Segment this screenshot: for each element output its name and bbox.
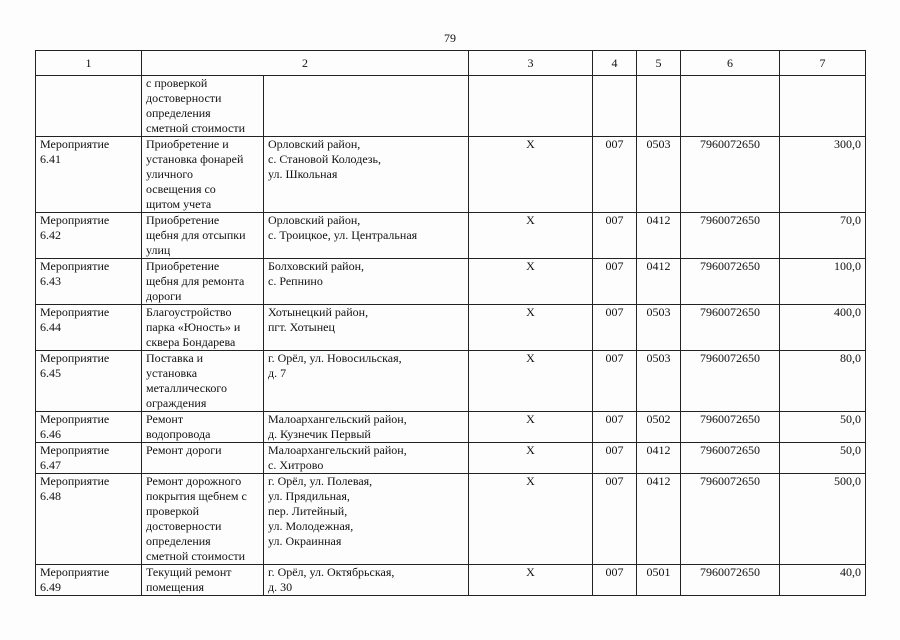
col4-cell: 007 (593, 259, 637, 305)
table-row (36, 305, 866, 351)
measure-id-cell-line: Мероприятие (40, 443, 110, 457)
measure-id-cell-line: 6.46 (40, 427, 61, 441)
measure-address-cell-line: с. Репнино (268, 274, 323, 288)
measure-address-cell (264, 213, 469, 259)
measure-address-cell-line: ул. Прядильная, (268, 489, 350, 503)
table-row (36, 76, 866, 137)
table-row (36, 474, 866, 565)
col6-cell: 7960072650 (681, 259, 780, 305)
header-col-7: 7 (780, 51, 866, 76)
measure-id-cell (36, 474, 142, 565)
measure-address-cell-line: д. 7 (268, 366, 287, 380)
measure-name-cell-line: щитом учета (146, 197, 212, 211)
table-row (36, 213, 866, 259)
measure-address-cell-line: с. Становой Колодезь, (268, 152, 381, 166)
amount-cell: 70,0 (780, 213, 866, 259)
measure-name-cell-line: установка фонарей (146, 152, 244, 166)
measure-address-cell (264, 305, 469, 351)
col3-cell: X (469, 305, 593, 351)
header-col-4: 4 (593, 51, 637, 76)
measure-address-cell-line: д. 30 (268, 580, 293, 594)
measure-id-cell (36, 412, 142, 443)
col4-cell: 007 (593, 474, 637, 565)
measure-name-cell (142, 259, 264, 305)
col5-cell: 0412 (637, 474, 681, 565)
col4-cell: 007 (593, 565, 637, 596)
header-col-2: 2 (142, 51, 469, 76)
col5-cell (637, 76, 681, 137)
measure-id-cell-line: 6.49 (40, 580, 61, 594)
measure-name-cell (142, 76, 264, 137)
table-row (36, 259, 866, 305)
measure-name-cell-line: достоверности (146, 519, 222, 533)
amount-cell: 500,0 (780, 474, 866, 565)
table-row (36, 565, 866, 596)
measure-address-cell (264, 76, 469, 137)
col5-cell: 0501 (637, 565, 681, 596)
measure-id-cell-line: 6.45 (40, 366, 61, 380)
measure-name-cell (142, 213, 264, 259)
measure-name-cell-line: проверкой (146, 504, 199, 518)
measure-name-cell (142, 351, 264, 412)
col6-cell: 7960072650 (681, 137, 780, 213)
measure-id-cell (36, 259, 142, 305)
measure-id-cell-line: Мероприятие (40, 305, 110, 319)
measure-id-cell-line: Мероприятие (40, 259, 110, 273)
amount-cell (780, 76, 866, 137)
measure-name-cell-line: ограждения (146, 396, 207, 410)
measure-address-cell-line: д. Кузнечик Первый (268, 427, 371, 441)
page-number: 79 (444, 31, 456, 45)
col6-cell (681, 76, 780, 137)
col3-cell: X (469, 259, 593, 305)
measure-name-cell-line: Благоустройство (146, 305, 232, 319)
measure-id-cell (36, 137, 142, 213)
measure-name-cell-line: парка «Юность» и (146, 320, 241, 334)
measure-address-cell (264, 565, 469, 596)
measure-id-cell (36, 305, 142, 351)
measure-name-cell (142, 137, 264, 213)
measure-address-cell-line: ул. Окраинная (268, 534, 342, 548)
col5-cell: 0502 (637, 412, 681, 443)
col3-cell: X (469, 351, 593, 412)
measure-address-cell-line: с. Троицкое, ул. Центральная (268, 228, 418, 242)
table-row (36, 443, 866, 474)
header-col-3: 3 (469, 51, 593, 76)
col5-cell: 0503 (637, 305, 681, 351)
amount-cell: 40,0 (780, 565, 866, 596)
measure-address-cell (264, 351, 469, 412)
col4-cell: 007 (593, 305, 637, 351)
measure-name-cell-line: Ремонт дороги (146, 443, 222, 457)
measure-id-cell-line: 6.43 (40, 274, 61, 288)
measure-id-cell-line: 6.47 (40, 458, 61, 472)
measure-name-cell-line: дороги (146, 289, 182, 303)
amount-cell: 100,0 (780, 259, 866, 305)
amount-cell: 400,0 (780, 305, 866, 351)
measure-name-cell-line: Текущий ремонт (146, 565, 232, 579)
col6-cell: 7960072650 (681, 305, 780, 351)
measure-id-cell (36, 351, 142, 412)
header-row (36, 51, 866, 76)
measure-address-cell-line: Орловский район, (268, 137, 361, 151)
table-row (36, 137, 866, 213)
measure-address-cell-line: с. Хитрово (268, 458, 324, 472)
table-body (36, 76, 866, 596)
measure-id-cell (36, 213, 142, 259)
measure-address-cell (264, 137, 469, 213)
header-col-6: 6 (681, 51, 780, 76)
measure-name-cell-line: Приобретение и (146, 137, 229, 151)
measure-address-cell-line: ул. Школьная (268, 167, 338, 181)
col5-cell: 0412 (637, 259, 681, 305)
measure-name-cell-line: улиц (146, 243, 171, 257)
measure-name-cell (142, 305, 264, 351)
amount-cell: 300,0 (780, 137, 866, 213)
measure-name-cell-line: Приобретение (146, 259, 220, 273)
measure-address-cell-line: пер. Литейный, (268, 504, 348, 518)
col6-cell: 7960072650 (681, 474, 780, 565)
col3-cell: X (469, 412, 593, 443)
col4-cell: 007 (593, 443, 637, 474)
measure-name-cell-line: щебня для ремонта (146, 274, 245, 288)
col3-cell: X (469, 213, 593, 259)
measure-address-cell-line: Болховский район, (268, 259, 365, 273)
col3-cell (469, 76, 593, 137)
amount-cell: 50,0 (780, 412, 866, 443)
measure-id-cell-line: Мероприятие (40, 351, 110, 365)
col6-cell: 7960072650 (681, 565, 780, 596)
measure-id-cell-line: Мероприятие (40, 565, 110, 579)
measure-name-cell-line: определения (146, 534, 211, 548)
measure-address-cell (264, 259, 469, 305)
measure-address-cell-line: Хотынецкий район, (268, 305, 369, 319)
measure-name-cell-line: уличного (146, 167, 193, 181)
measure-name-cell-line: сметной стоимости (146, 121, 246, 135)
col5-cell: 0412 (637, 213, 681, 259)
measure-name-cell-line: помещения (146, 580, 205, 594)
measure-name-cell-line: с проверкой (146, 76, 208, 90)
measure-address-cell-line: г. Орёл, ул. Полевая, (268, 474, 373, 488)
measure-name-cell-line: металлического (146, 381, 227, 395)
measure-name-cell-line: определения (146, 106, 211, 120)
col6-cell: 7960072650 (681, 412, 780, 443)
col3-cell: X (469, 474, 593, 565)
measure-id-cell-line: 6.48 (40, 489, 61, 503)
measure-address-cell-line: ул. Молодежная, (268, 519, 354, 533)
measure-address-cell-line: Малоархангельский район, (268, 443, 407, 457)
col3-cell: X (469, 443, 593, 474)
measure-name-cell (142, 474, 264, 565)
measure-name-cell-line: сметной стоимости (146, 549, 246, 563)
measure-name-cell-line: Поставка и (146, 351, 204, 365)
measure-id-cell-line: Мероприятие (40, 137, 110, 151)
col6-cell: 7960072650 (681, 443, 780, 474)
measure-name-cell-line: покрытия щебнем с (146, 489, 247, 503)
col6-cell: 7960072650 (681, 213, 780, 259)
measure-name-cell-line: Приобретение (146, 213, 220, 227)
col3-cell: X (469, 565, 593, 596)
amount-cell: 80,0 (780, 351, 866, 412)
measure-name-cell-line: Ремонт дорожного (146, 474, 242, 488)
measure-id-cell (36, 76, 142, 137)
measure-name-cell (142, 565, 264, 596)
measure-address-cell-line: Орловский район, (268, 213, 361, 227)
col3-cell: X (469, 137, 593, 213)
measure-name-cell (142, 443, 264, 474)
col4-cell (593, 76, 637, 137)
col5-cell: 0412 (637, 443, 681, 474)
measure-name-cell-line: водопровода (146, 427, 211, 441)
col4-cell: 007 (593, 412, 637, 443)
col6-cell: 7960072650 (681, 351, 780, 412)
col5-cell: 0503 (637, 351, 681, 412)
measure-name-cell-line: достоверности (146, 91, 222, 105)
measure-address-cell-line: г. Орёл, ул. Октябрьская, (268, 565, 395, 579)
measure-name-cell (142, 412, 264, 443)
measure-name-cell-line: установка (146, 366, 198, 380)
col4-cell: 007 (593, 137, 637, 213)
table-row (36, 412, 866, 443)
header-col-5: 5 (637, 51, 681, 76)
col4-cell: 007 (593, 213, 637, 259)
measure-name-cell-line: освещения со (146, 182, 216, 196)
measure-name-cell-line: сквера Бондарева (146, 335, 236, 349)
col5-cell: 0503 (637, 137, 681, 213)
measure-address-cell-line: г. Орёл, ул. Новосильская, (268, 351, 402, 365)
measure-id-cell-line: Мероприятие (40, 474, 110, 488)
amount-cell: 50,0 (780, 443, 866, 474)
measure-id-cell-line: Мероприятие (40, 213, 110, 227)
col4-cell: 007 (593, 351, 637, 412)
header-col-1: 1 (36, 51, 142, 76)
measure-address-cell (264, 443, 469, 474)
budget-table (35, 50, 866, 596)
measure-name-cell-line: Ремонт (146, 412, 184, 426)
measure-name-cell-line: щебня для отсыпки (146, 228, 246, 242)
measure-id-cell-line: Мероприятие (40, 412, 110, 426)
measure-address-cell (264, 412, 469, 443)
measure-id-cell (36, 565, 142, 596)
measure-address-cell-line: пгт. Хотынец (268, 320, 335, 334)
measure-id-cell-line: 6.44 (40, 320, 61, 334)
measure-address-cell (264, 474, 469, 565)
measure-address-cell-line: Малоархангельский район, (268, 412, 407, 426)
table-row (36, 351, 866, 412)
measure-id-cell-line: 6.41 (40, 152, 61, 166)
measure-id-cell-line: 6.42 (40, 228, 61, 242)
measure-id-cell (36, 443, 142, 474)
